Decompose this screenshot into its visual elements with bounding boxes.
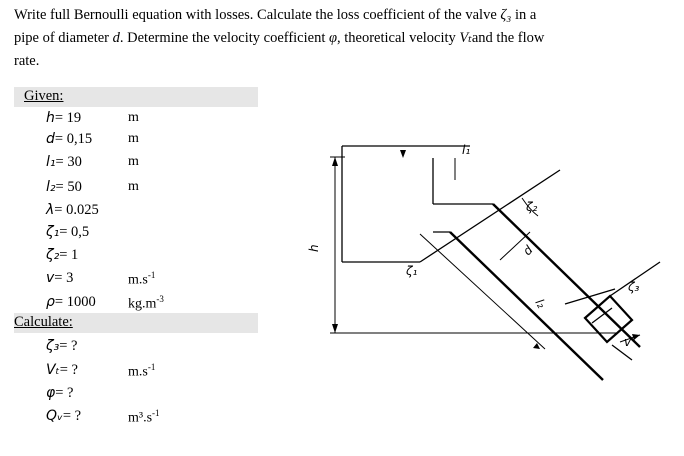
zeta3-symbol: ζ₃ [500,7,512,23]
valve-left-arm [565,289,615,304]
calc-symbol-0: ζ₃ [46,338,60,354]
calc-value-3: = ? [62,408,82,424]
given-value-2: = 30 [55,154,82,170]
phi-symbol: φ [328,30,338,46]
l1-label: l₁ [462,143,471,157]
given-value-7: = 3 [54,270,74,286]
zeta2-label: ζ₂ [526,200,538,214]
calc-unit-exp-3: -1 [152,408,160,418]
given-symbol-8: ρ [46,294,55,310]
calc-value-2: = ? [55,385,74,401]
problem-line2a: pipe of diameter [14,30,113,46]
given-unit-text-7: m.s [128,272,148,288]
v-label: v [624,335,632,349]
given-unit-text-8: kg.m [128,296,157,312]
given-symbol-6: ζ₂ [46,247,60,263]
problem-line2d: and the flow [471,30,545,46]
given-unit-exp-8: -3 [156,294,164,304]
given-symbol-5: ζ₁ [46,224,60,240]
given-value-3: = 50 [55,179,82,195]
l2-label: l₂ [532,296,549,311]
calc-symbol-3: Qᵥ [46,408,63,424]
given-unit-text-3: m [128,179,139,194]
given-value-8: = 1000 [54,294,96,310]
given-unit-text-2: m [128,154,139,169]
calc-symbol-2: φ [46,385,56,401]
given-value-6: = 1 [59,247,79,263]
given-value-1: = 0,15 [54,131,93,147]
d-symbol: d [112,30,120,46]
calc-symbol-1: Vₜ [46,362,60,378]
calculate-header: Calculate: [14,314,73,330]
pipe-upper-wall [493,204,640,347]
given-header: Given: [24,88,64,104]
problem-line1b: in a [511,7,537,23]
given-symbol-7: v [46,270,55,286]
calc-unit-text-3: m³.s [128,410,153,426]
calc-value-1: = ? [59,362,78,378]
problem-line3: rate. [14,53,40,69]
given-value-5: = 0,5 [59,224,90,240]
problem-line2c: , theoretical velocity [337,30,460,46]
vt-symbol: Vₜ [459,30,472,46]
given-symbol-0: h [46,110,55,126]
calc-value-0: = ? [59,338,78,354]
given-symbol-3: l₂ [46,179,56,195]
zeta1-label: ζ₁ [406,264,418,278]
given-value-0: = 19 [54,110,82,126]
h-label: h [307,244,321,252]
calc-unit-text-1: m.s [128,364,148,380]
given-unit-exp-7: -1 [147,270,156,280]
given-unit-text-0: m [128,110,139,125]
given-symbol-2: l₁ [46,154,56,170]
given-value-4: = 0.025 [54,202,99,218]
calc-unit-exp-1: -1 [147,362,156,372]
zeta3-label: ζ₃ [628,280,640,294]
given-symbol-4: λ [46,202,55,218]
given-unit-text-1: m [128,131,139,146]
d-label: d [520,242,536,259]
problem-line2b: . Determine the velocity coefficient [119,30,329,46]
problem-line1: Write full Bernoulli equation with losses. Calculate the loss coefficient of the valve [14,7,501,23]
given-symbol-1: d [46,131,55,147]
